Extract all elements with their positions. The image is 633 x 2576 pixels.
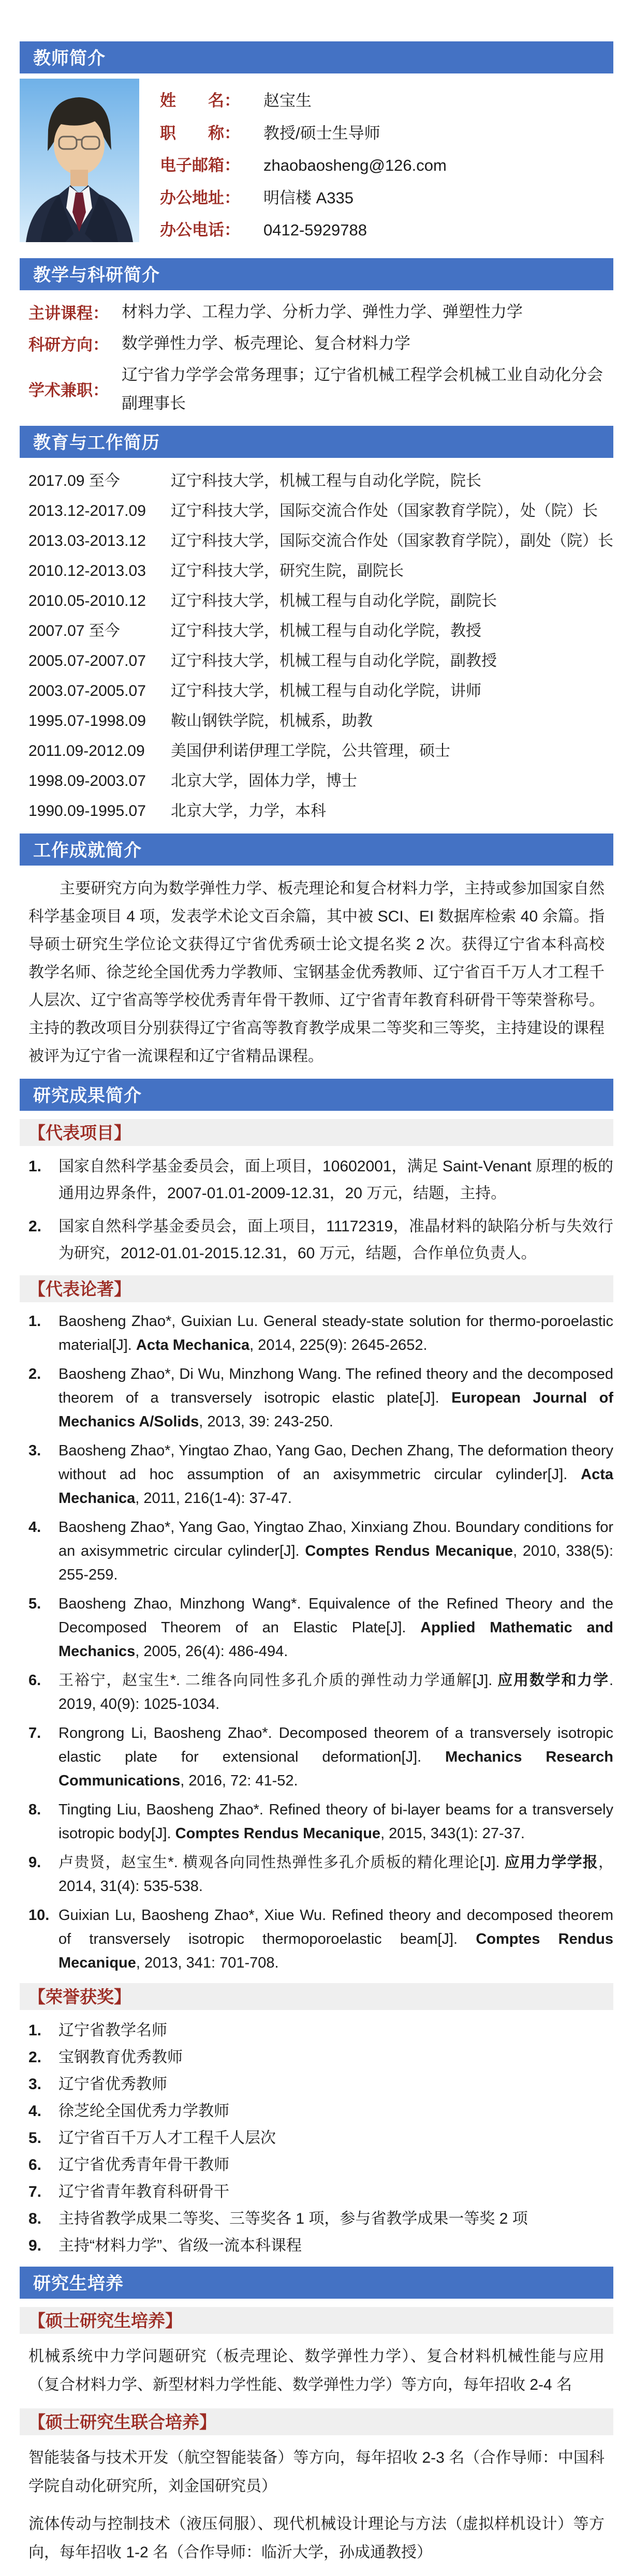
history-detail: 北京大学，固体力学，博士 xyxy=(171,772,357,790)
section-title: 研究成果简介 xyxy=(33,1085,142,1106)
item-number: 5. xyxy=(28,1595,41,1612)
honors-list xyxy=(20,2017,613,2259)
publication-post: , 2011, 216(1-4): 37-47. xyxy=(135,1490,292,1507)
honor-text: 辽宁省青年教育科研骨干 xyxy=(58,2183,229,2200)
publication-text xyxy=(58,1515,613,1587)
profile-block xyxy=(20,79,613,247)
history-row xyxy=(28,556,613,586)
publication-pre: 王裕宁，赵宝生*. 二维各向同性多孔介质的弹性动力学通解[J]. xyxy=(58,1672,498,1689)
history-period: 2011.09-2012.09 xyxy=(28,742,145,760)
item-number: 7. xyxy=(28,2183,42,2200)
row-content: 数学弹性力学、板壳理论、复合材料力学 xyxy=(122,334,410,352)
honor-item xyxy=(28,2125,613,2152)
section-title: 教育与工作简历 xyxy=(33,433,160,453)
publication-text xyxy=(58,1362,613,1434)
history-row xyxy=(28,526,613,556)
joint-training-paragraphs xyxy=(0,2444,633,2567)
item-number: 2. xyxy=(28,1365,41,1382)
publication-item xyxy=(28,1669,613,1716)
history-row xyxy=(28,676,613,706)
joint-training-text: 流体传动与控制技术（液压伺服）、现代机械设计理论与方法（虚拟样机设计）等方向，每年招收 1-2 名（合作导师：临沂大学，孙成通教授） xyxy=(28,2515,605,2561)
honor-item xyxy=(28,2017,613,2044)
publication-text xyxy=(58,1721,613,1793)
item-number: 4. xyxy=(28,2102,42,2120)
honor-item xyxy=(28,2232,613,2259)
section-header-teacher-intro xyxy=(20,41,613,73)
history-period: 1998.09-2003.07 xyxy=(28,772,146,790)
publication-item xyxy=(28,1362,613,1434)
profile-field-value: 明信楼 A335 xyxy=(263,188,354,207)
history-row xyxy=(28,796,613,826)
achievements-paragraph: 主要研究方向为数学弹性力学、板壳理论和复合材料力学，主持或参加国家自然科学基金项目 4 项，发表学术论文百余篇，其中被 SCI、EI 数据库检索 40 余篇。指导硕士研究生学位论文获得辽宁省优秀硕士论文提名奖 2 次。获得辽宁省本科高校教学名师、徐芝纶全国优秀力学教师、宝钢基金优秀教师、辽宁省百千万人才工程千人层次、辽宁省高等学校优秀青年骨干教师、辽宁省青年教育科研骨干等荣誉称号。主持的教改项目分别获得辽宁省高等教育教学成果二等奖和三等奖，主持建设的课程被评为辽宁省一流课程和辽宁省精品课程。 xyxy=(28,880,605,1065)
item-number: 2. xyxy=(28,2048,42,2066)
subheading-representative-publications xyxy=(20,1275,613,1302)
history-period: 1990.09-1995.07 xyxy=(28,802,146,820)
teaching-research-row xyxy=(28,297,613,326)
honor-text: 宝钢教育优秀教师 xyxy=(58,2048,183,2066)
history-period: 2003.07-2005.07 xyxy=(28,682,146,699)
history-period: 2010.05-2010.12 xyxy=(28,592,146,609)
profile-field-row xyxy=(160,214,613,247)
history-detail: 辽宁科技大学，机械工程与自动化学院，院长 xyxy=(171,472,481,489)
education-work-history xyxy=(20,466,613,826)
publication-pre: 卢贵贤，赵宝生*. 横观各向同性热弹性多孔介质板的精化理论[J]. xyxy=(58,1854,505,1871)
subheading-representative-projects xyxy=(20,1119,613,1146)
publication-item xyxy=(28,1851,613,1898)
profile-field-label: 办公电话： xyxy=(160,221,240,239)
publication-journal: Applied Mathematic and Mechanics xyxy=(58,1619,614,1660)
publication-pre: Baosheng Zhao, Minzhong Wang*. Equivalence of the Refined Theory and the Decomposed Theorem of an Elastic Plate[J]. xyxy=(58,1595,613,1636)
publication-pre: Baosheng Zhao*, Yang Gao, Yingtao Zhao, Xinxiang Zhou. Boundary conditions for an axisymmetric circular cylinder[J]. xyxy=(58,1518,613,1559)
publication-journal: Comptes Rendus Mecanique xyxy=(58,1930,613,1971)
teacher-portrait-photo xyxy=(20,79,139,242)
profile-field-value: 教授/硕士生导师 xyxy=(263,124,380,142)
subheading-joint-master-training xyxy=(20,2408,613,2435)
item-number: 6. xyxy=(28,2156,42,2173)
history-period: 2005.07-2007.07 xyxy=(28,652,146,669)
publications-list xyxy=(20,1309,613,1975)
row-label: 学术兼职： xyxy=(28,381,109,399)
publication-text xyxy=(58,1439,613,1510)
history-row xyxy=(28,766,613,796)
publication-pre: Baosheng Zhao*, Guixian Lu. General steady-state solution for thermo-poroelastic material[J]. xyxy=(58,1313,613,1353)
profile-field-label: 办公地址： xyxy=(160,188,240,207)
publication-journal: Mechanics Research Communications xyxy=(58,1748,613,1789)
profile-field-value: 0412-5929788 xyxy=(263,221,367,239)
profile-field-label: 姓 名： xyxy=(160,92,240,110)
publication-text xyxy=(58,1592,613,1663)
publication-post: . 2019, 40(9): 1025-1034. xyxy=(58,1672,613,1713)
project-item xyxy=(28,1213,613,1267)
honor-item xyxy=(28,2098,613,2125)
honor-item xyxy=(28,2071,613,2098)
publication-item xyxy=(28,1592,613,1663)
publication-text xyxy=(58,1309,613,1357)
publication-journal: Comptes Rendus Mecanique xyxy=(305,1542,513,1559)
publication-post: , 2013, 341: 701-708. xyxy=(136,1954,279,1971)
publication-post: , 2014, 225(9): 2645-2652. xyxy=(249,1336,428,1353)
section-title: 研究生培养 xyxy=(33,2273,124,2294)
item-number: 6. xyxy=(28,1672,41,1689)
top-margin xyxy=(0,0,633,41)
item-number: 1. xyxy=(28,2021,42,2039)
history-detail: 美国伊利诺伊理工学院，公共管理，硕士 xyxy=(171,742,450,760)
publication-journal: Acta Mechanica xyxy=(136,1336,250,1353)
honor-text: 主持省教学成果二等奖、三等奖各 1 项，参与省教学成果一等奖 2 项 xyxy=(58,2210,528,2227)
section-header-teaching-research xyxy=(20,258,613,290)
profile-field-row xyxy=(160,150,613,182)
history-detail: 辽宁科技大学，国际交流合作处（国家教育学院），处（院）长 xyxy=(171,502,598,519)
profile-fields xyxy=(160,79,613,247)
subheading-label: 【代表论著】 xyxy=(28,1279,131,1299)
publication-item xyxy=(28,1798,613,1845)
joint-training-text: 智能装备与技术开发（航空智能装备）等方向，每年招收 2-3 名（合作导师：中国科学院自动化研究所，刘金国研究员） xyxy=(28,2449,605,2495)
publication-item xyxy=(28,1721,613,1793)
honor-text: 辽宁省教学名师 xyxy=(58,2021,167,2039)
profile-field-value: 赵宝生 xyxy=(263,92,312,110)
item-number: 5. xyxy=(28,2129,42,2147)
history-row xyxy=(28,616,613,646)
publication-journal: 应用数学和力学 xyxy=(497,1672,609,1689)
projects-list xyxy=(20,1153,613,1267)
history-detail: 辽宁科技大学，研究生院，副院长 xyxy=(171,562,404,579)
item-number: 9. xyxy=(28,2237,42,2254)
history-period: 2013.12-2017.09 xyxy=(28,502,146,519)
section-header-achievements xyxy=(20,833,613,866)
item-number: 1. xyxy=(28,1157,42,1175)
publication-item xyxy=(28,1439,613,1510)
history-period: 2010.12-2013.03 xyxy=(28,562,146,579)
history-period: 2017.09 至今 xyxy=(28,472,120,489)
honor-item xyxy=(28,2044,613,2071)
project-text: 国家自然科学基金委员会，面上项目，10602001，满足 Saint-Venant 原理的板的通用边界条件，2007-01.01-2009-12.31，20 万元，结题，主持。 xyxy=(58,1157,613,1202)
section-title: 教师简介 xyxy=(33,49,106,68)
profile-field-label: 电子邮箱： xyxy=(160,156,240,174)
history-row xyxy=(28,646,613,676)
section-title: 教学与科研简介 xyxy=(33,265,160,285)
subheading-honors xyxy=(20,1983,613,2010)
item-number: 1. xyxy=(28,1313,41,1330)
history-period: 2013.03-2013.12 xyxy=(28,532,146,549)
history-row xyxy=(28,466,613,496)
subheading-label: 【硕士研究生联合培养】 xyxy=(28,2412,216,2432)
master-training-text: 机械系统中力学问题研究（板壳理论、数学弹性力学）、复合材料机械性能与应用（复合材料力学、新型材料力学性能、数学弹性力学）等方向，每年招收 2-4 名 xyxy=(28,2347,605,2393)
history-detail: 辽宁科技大学，机械工程与自动化学院，讲师 xyxy=(171,682,481,699)
honor-text: 辽宁省优秀青年骨干教师 xyxy=(58,2156,229,2173)
teaching-research-rows xyxy=(20,297,613,418)
publication-journal: 应用力学学报 xyxy=(504,1854,598,1871)
publication-post: , 2016, 72: 41-52. xyxy=(180,1772,298,1789)
section-header-research-results xyxy=(20,1079,613,1111)
honor-text: 辽宁省百千万人才工程千人层次 xyxy=(58,2129,276,2147)
history-detail: 辽宁科技大学，国际交流合作处（国家教育学院），副处（院）长 xyxy=(171,532,613,549)
history-row xyxy=(28,586,613,616)
publication-post: , 2013, 39: 243-250. xyxy=(199,1413,333,1430)
publication-text xyxy=(58,1798,613,1845)
profile-field-row xyxy=(160,85,613,117)
row-content: 辽宁省力学学会常务理事；辽宁省机械工程学会机械工业自动化分会副理事长 xyxy=(122,365,603,412)
row-content: 材料力学、工程力学、分析力学、弹性力学、弹塑性力学 xyxy=(122,302,523,321)
publication-text xyxy=(58,1669,613,1716)
publication-item xyxy=(28,1515,613,1587)
honor-item xyxy=(28,2152,613,2179)
row-label: 科研方向： xyxy=(28,335,109,354)
publication-item xyxy=(28,1903,613,1975)
section-title: 工作成就简介 xyxy=(33,840,142,860)
item-number: 2. xyxy=(28,1217,42,1235)
section-header-education-work xyxy=(20,426,613,458)
history-detail: 鞍山钢铁学院，机械系，助教 xyxy=(171,712,373,729)
item-number: 3. xyxy=(28,2075,42,2093)
profile-field-label: 职 称： xyxy=(160,124,240,142)
history-row xyxy=(28,736,613,766)
honor-text: 主持“材料力学”、省级一流本科课程 xyxy=(58,2237,302,2254)
history-detail: 辽宁科技大学，机械工程与自动化学院，教授 xyxy=(171,622,481,639)
honor-item xyxy=(28,2179,613,2206)
history-detail: 北京大学，力学，本科 xyxy=(171,802,326,820)
publication-post: , 2010, 338(5): 255-259. xyxy=(58,1542,613,1583)
history-period: 2007.07 至今 xyxy=(28,622,120,639)
item-number: 3. xyxy=(28,1442,41,1459)
section-header-graduate-training xyxy=(20,2267,613,2299)
subheading-master-training xyxy=(20,2307,613,2334)
history-row xyxy=(28,706,613,736)
publication-journal: European Journal of Mechanics A/Solids xyxy=(58,1389,613,1430)
subheading-label: 【代表项目】 xyxy=(28,1123,131,1142)
publication-pre: Baosheng Zhao*, Di Wu, Minzhong Wang. The refined theory and the decomposed theorem of a transversely isotropic elastic plate[J]. xyxy=(58,1365,613,1406)
item-number: 4. xyxy=(28,1518,41,1536)
publication-pre: Guixian Lu, Baosheng Zhao*, Xiue Wu. Refined theory and decomposed theorem of transversely isotropic thermoporoelastic beam[J]. xyxy=(58,1907,613,1947)
subheading-label: 【硕士研究生培养】 xyxy=(28,2311,182,2330)
publication-journal: Comptes Rendus Mecanique xyxy=(175,1825,381,1842)
honor-text: 徐芝纶全国优秀力学教师 xyxy=(58,2102,229,2120)
publication-pre: Baosheng Zhao*, Yingtao Zhao, Yang Gao, Dechen Zhang, The deformation theory without ad hoc assumption of an axisymmetric circular cylinder[J]. xyxy=(58,1442,613,1483)
honor-item xyxy=(28,2206,613,2232)
publication-post: , 2015, 343(1): 27-37. xyxy=(380,1825,525,1842)
publication-journal: Acta Mechanica xyxy=(58,1466,613,1507)
item-number: 10. xyxy=(28,1907,50,1924)
publication-post: , 2005, 26(4): 486-494. xyxy=(135,1643,288,1660)
project-text: 国家自然科学基金委员会，面上项目，11172319，准晶材料的缺陷分析与失效行为研究，2012-01.01-2015.12.31，60 万元，结题，合作单位负责人。 xyxy=(58,1217,613,1262)
publication-text xyxy=(58,1903,613,1975)
publication-item xyxy=(28,1309,613,1357)
subheading-label: 【荣誉获奖】 xyxy=(28,1987,131,2006)
row-label: 主讲课程： xyxy=(28,304,109,322)
item-number: 7. xyxy=(28,1724,41,1741)
history-period: 1995.07-1998.09 xyxy=(28,712,146,729)
history-detail: 辽宁科技大学，机械工程与自动化学院，副院长 xyxy=(171,592,497,609)
item-number: 8. xyxy=(28,2210,42,2227)
profile-field-row xyxy=(160,117,613,150)
publication-pre: Tingting Liu, Baosheng Zhao*. Refined theory of bi-layer beams for a transversely isotropic body[J]. xyxy=(58,1801,613,1842)
teaching-research-row xyxy=(28,361,613,418)
publication-post: ，2014, 31(4): 535-538. xyxy=(58,1854,613,1895)
history-detail: 辽宁科技大学，机械工程与自动化学院，副教授 xyxy=(171,652,497,669)
publication-pre: Rongrong Li, Baosheng Zhao*. Decomposed theorem of a transversely isotropic elastic plate for extensional deformation[J]. xyxy=(58,1724,613,1765)
profile-field-value: zhaobaosheng@126.com xyxy=(263,156,447,174)
publication-text xyxy=(58,1851,613,1898)
project-item xyxy=(28,1153,613,1207)
item-number: 9. xyxy=(28,1854,41,1871)
profile-field-row xyxy=(160,182,613,215)
teaching-research-row xyxy=(28,329,613,358)
history-row xyxy=(28,496,613,526)
portrait-illustration xyxy=(20,79,139,242)
honor-text: 辽宁省优秀教师 xyxy=(58,2075,167,2093)
item-number: 8. xyxy=(28,1801,41,1818)
